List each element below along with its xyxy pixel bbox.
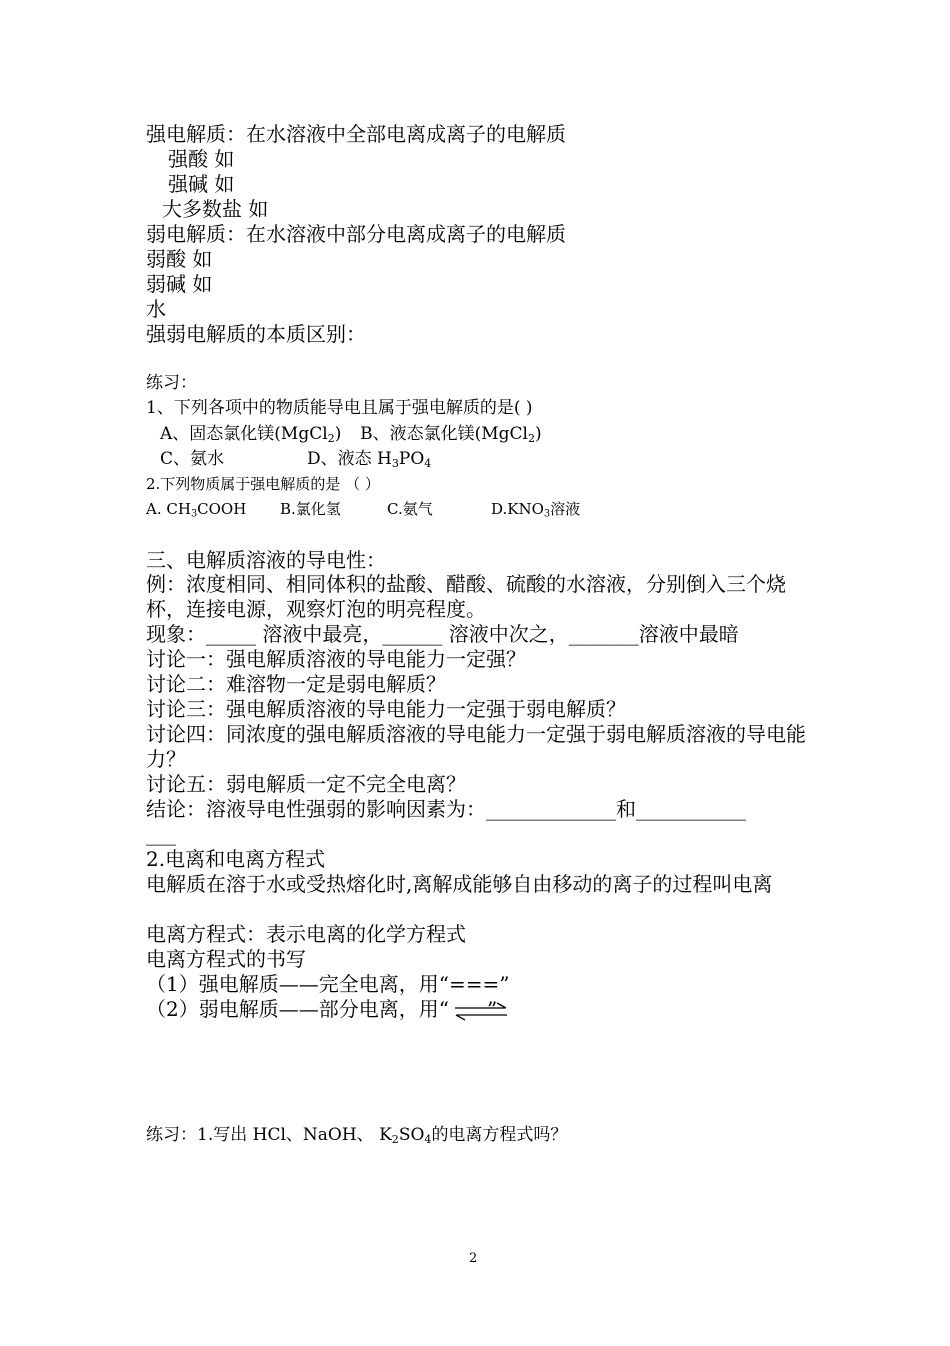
equation-definition: 电离方程式：表示电离的化学方程式 — [146, 922, 466, 946]
q2-option-d: $D.KNO_3$溶液 — [491, 500, 581, 520]
option-c: C、氨水 — [160, 449, 225, 469]
water-line: 水 — [146, 297, 166, 321]
page-number: 2 — [469, 1251, 478, 1266]
option-d: D、液态 $H_3PO_4$ — [307, 449, 432, 470]
discussion-2: 讨论二：难溶物一定是弱电解质？ — [146, 672, 446, 696]
q2-option-a: A. $CH_3COOH$ — [146, 500, 247, 520]
strong-equation-rule: （1）强电解质——完全电离，用“===” — [146, 972, 510, 996]
weak-equation-rule: （2）弱电解质——部分电离，用“ ” — [146, 999, 497, 1022]
discussion-1: 讨论一：强电解质溶液的导电能力一定强？ — [146, 647, 526, 671]
phenomenon-line: 现象：_____ 溶液中最亮，______ 溶液中次之，_______溶液中最暗 — [146, 622, 739, 646]
option-a: A、固态氯化镁(MgCl$_2$) — [160, 424, 342, 445]
weak-acid-line: 弱酸 如 — [146, 247, 213, 271]
weak-electrolyte-definition: 弱电解质：在水溶液中部分电离成离子的电解质 — [146, 222, 566, 246]
question-1: 1、下列各项中的物质能导电且属于强电解质的是( ) — [146, 398, 533, 418]
q2-option-c: C.氨气 — [387, 500, 433, 518]
section-3-heading: 三、电解质溶液的导电性： — [146, 548, 386, 572]
essential-difference-line: 强弱电解质的本质区别： — [146, 322, 366, 346]
strong-electrolyte-definition: 强电解质：在水溶液中全部电离成离子的电解质 — [146, 122, 566, 146]
reversible-arrow-icon — [451, 1000, 511, 1022]
question-2: 2.下列物质属于强电解质的是 （ ） — [146, 475, 380, 493]
conclusion-blank-tail: ___ — [146, 822, 176, 846]
discussion-3: 讨论三：强电解质溶液的导电能力一定强于弱电解质？ — [146, 697, 626, 721]
discussion-4: 讨论四：同浓度的强电解质溶液的导电能力一定强于弱电解质溶液的导电能力？ — [146, 722, 806, 771]
equation-writing: 电离方程式的书写 — [146, 947, 306, 971]
ionization-definition: 电解质在溶于水或受热熔化时,离解成能够自由移动的离子的过程叫电离 — [146, 872, 773, 896]
salts-line: 大多数盐 如 — [162, 197, 269, 221]
conclusion-line: 结论：溶液导电性强弱的影响因素为：_____________和___________ — [146, 797, 746, 821]
question-1-options-ab — [160, 426, 542, 443]
strong-acid-line: 强酸 如 — [168, 147, 235, 171]
strong-base-line: 强碱 如 — [168, 172, 235, 196]
exercise-title: 练习： — [146, 373, 197, 393]
example-paragraph: 例：浓度相同、相同体积的盐酸、醋酸、硫酸的水溶液，分别倒入三个烧杯，连接电源，观察灯泡的明亮程度。 — [146, 572, 786, 621]
question-1-options-cd — [160, 449, 432, 470]
exercise-2: 练习：1.写出 HCl、NaOH、 $K_2SO_4$的电离方程式吗？ — [146, 1125, 568, 1146]
discussion-5: 讨论五：弱电解质一定不完全电离？ — [146, 772, 466, 796]
q2-option-b: B.氯化氢 — [280, 500, 341, 518]
option-b: B、液态氯化镁(MgCl$_2$) — [360, 424, 542, 445]
weak-base-line: 弱碱 如 — [146, 272, 213, 296]
section-2-heading: 2.电离和电离方程式 — [146, 847, 326, 871]
